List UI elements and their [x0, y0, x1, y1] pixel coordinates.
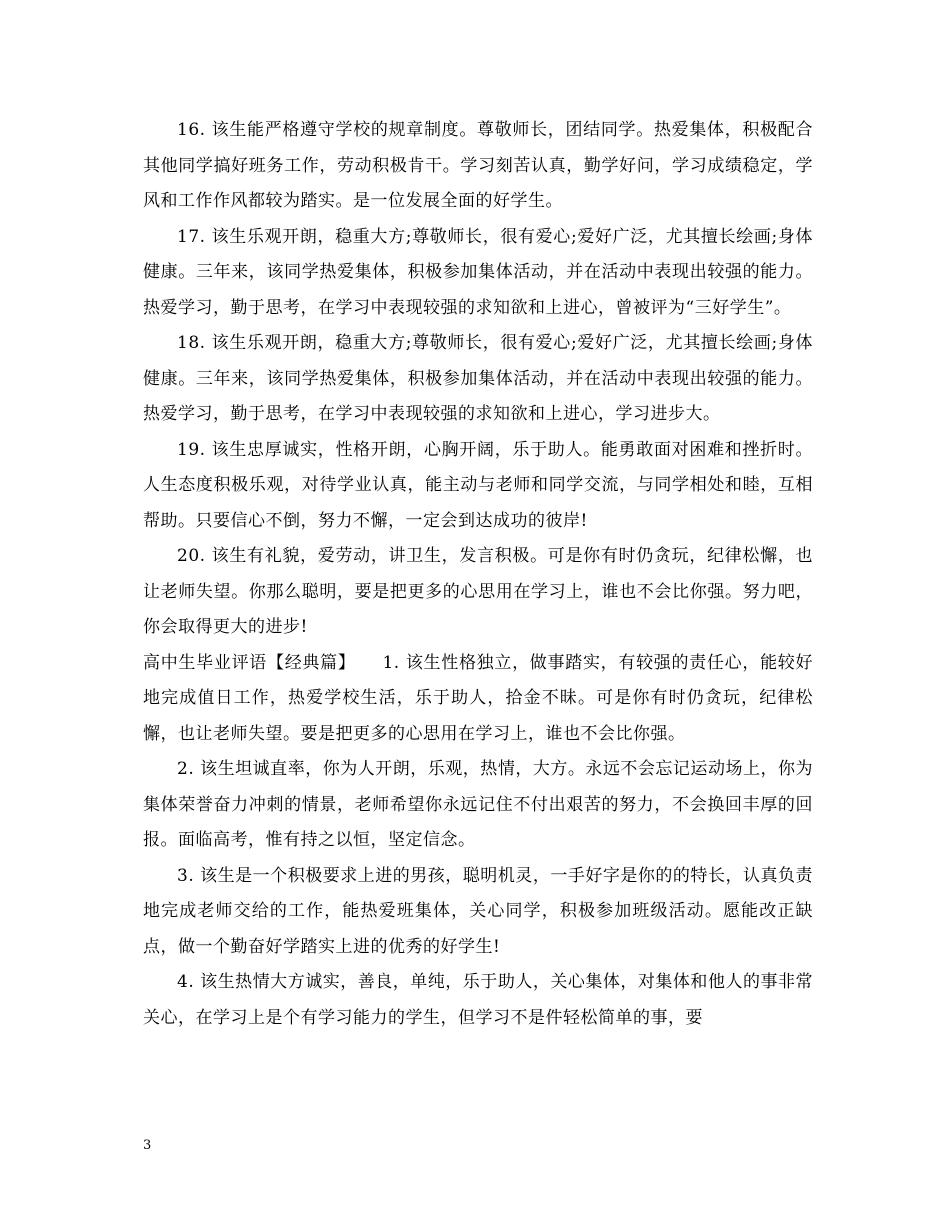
- paragraph-19: 19. 该生忠厚诚实，性格开朗，心胸开阔，乐于助人。能勇敢面对困难和挫折时。人生态度积极乐观，对待学业认真，能主动与老师和同学交流，与同学相处和睦，互相帮助。只要信心不倒，努力不懈，一定会到达成功的彼岸!: [143, 439, 813, 531]
- paragraph-16: 16. 该生能严格遵守学校的规章制度。尊敬师长，团结同学。热爱集体，积极配合其他同学搞好班务工作，劳动积极肯干。学习刻苦认真，勤学好问，学习成绩稳定，学风和工作作风都较为踏实。是一位发展全面的好学生。: [143, 120, 813, 211]
- document-body: [143, 113, 813, 1036]
- paragraph-20: 20. 该生有礼貌，爱劳动，讲卫生，发言积极。可是你有时仍贪玩，纪律松懈，也让老师失望。你那么聪明，要是把更多的心思用在学习上，谁也不会比你强。努力吧，你会取得更大的进步!: [143, 546, 813, 637]
- section-heading-paragraph: 高中生毕业评语【经典篇】 1. 该生性格独立，做事踏实，有较强的责任心，能较好地完成值日工作，热爱学校生活，乐于助人，拾金不昧。可是你有时仍贪玩，纪律松懈，也让老师失望。要是把更多的心思用在学习上，谁也不会比你强。: [143, 652, 813, 744]
- paragraph-2: 2. 该生坦诚直率，你为人开朗，乐观，热情，大方。永远不会忘记运动场上，你为集体荣誉奋力冲刺的情景，老师希望你永远记住不付出艰苦的努力，不会换回丰厚的回报。面临高考，惟有持之以恒，坚定信念。: [143, 759, 813, 850]
- paragraph-4: 4. 该生热情大方诚实，善良，单纯，乐于助人，关心集体，对集体和他人的事非常关心，在学习上是个有学习能力的学生，但学习不是件轻松简单的事，要: [143, 972, 813, 1028]
- paragraph-3: 3. 该生是一个积极要求上进的男孩，聪明机灵，一手好字是你的的特长，认真负责地完成老师交给的工作，能热爱班集体，关心同学，积极参加班级活动。愿能改正缺点，做一个勤奋好学踏实上进的优秀的好学生!: [143, 865, 813, 957]
- paragraph-17: 17. 该生乐观开朗，稳重大方;尊敬师长，很有爱心;爱好广泛，尤其擅长绘画;身体健康。三年来，该同学热爱集体，积极参加集体活动，并在活动中表现出较强的能力。热爱学习，勤于思考，在学习中表现较强的求知欲和上进心，曾被评为“三好学生”。: [143, 226, 813, 318]
- paragraph-18: 18. 该生乐观开朗，稳重大方;尊敬师长，很有爱心;爱好广泛，尤其擅长绘画;身体健康。三年来，该同学热爱集体，积极参加集体活动，并在活动中表现出较强的能力。热爱学习，勤于思考，在学习中表现较强的求知欲和上进心，学习进步大。: [143, 333, 813, 424]
- page-number: 3: [143, 1138, 152, 1153]
